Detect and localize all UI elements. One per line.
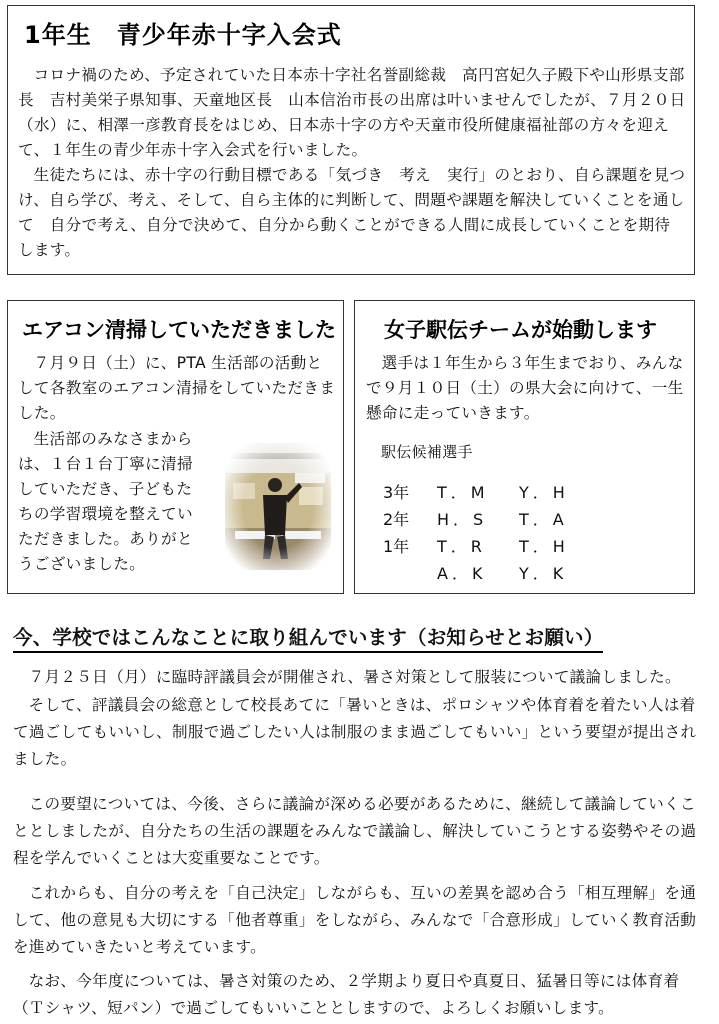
roster-name: Y．K: [519, 564, 568, 583]
roster-name: T．H: [519, 537, 569, 556]
roster-row: [383, 533, 569, 560]
aircon-cleaning-photo: [225, 443, 331, 570]
roster-grade: 2年: [383, 510, 410, 529]
aircon-cleaning-title: エアコン清掃していただきました: [22, 318, 336, 342]
roster-name: T．A: [519, 510, 568, 529]
aircon-cleaning-paragraph-2: [18, 427, 223, 577]
roster-grade: [383, 560, 437, 587]
school-paragraph-4: これからも、自分の考えを「自己決定」しながらも、互いの差異を認め合う「相互理解」を通して、他の意見も大切にする「他者尊重」をしながら、みんなで「合意形成」していく教育活動を進めていきたいと考えています。: [13, 884, 697, 956]
roster-row: [383, 560, 569, 587]
school-paragraph-2: そして、評議員会の総意として校長あてに「暑いときは、ポロシャツや体育着を着たい人は着て過ごしてもいいし、制服で過ごしたい人は制服のまま過ごしてもいい」という要望が提出されました。: [13, 696, 697, 768]
aircon-line: 生活部のみなさまから: [33, 430, 193, 448]
school-paragraph-1: ７月２５日（月）に臨時評議員会が開催され、暑さ対策として服装について議論しました。: [28, 668, 681, 686]
aircon-line: していただき、子どもた: [18, 480, 193, 498]
roster-name: T．M: [437, 483, 489, 502]
ekiden-team-title: 女子駅伝チームが始動します: [384, 318, 657, 342]
aircon-line: ちの学習環境を整えてい: [18, 505, 193, 523]
ekiden-team-paragraph: 選手は１年生から３年生までおり、みんなで９月１０日（土）の県大会に向けて、一生懸命に走っていきます。: [366, 354, 684, 422]
roster-row: [383, 479, 569, 506]
roster-name: A．K: [437, 564, 487, 583]
school-paragraph-3: この要望については、今後、さらに議論が深める必要があるために、継続して議論していくこととしましたが、自分たちの生活の課題をみんなで議論し、解決していこうとする姿勢やその過程を学んでいくことは大変重要なことです。: [13, 795, 697, 867]
roster-row: [383, 506, 569, 533]
aircon-cleaning-paragraph-1: ７月９日（土）に、PTA 生活部の活動として各教室のエアコン清掃をしていただきました。: [18, 354, 336, 422]
roster-grade: 3年: [383, 483, 410, 502]
aircon-line: は、１台１台丁寧に清掃: [18, 455, 193, 473]
aircon-line: ただきました。ありがと: [18, 530, 193, 548]
entry-ceremony-paragraph-1: コロナ禍のため、予定されていた日本赤十字社名誉副総裁 高円宮妃久子殿下や山形県支部長 吉村美栄子県知事、天童地区長 山本信治市長の出席は叶いませんでしたが、７月２０日（水）に、相澤一彦教育長をはじめ、日本赤十字の方や天童市役所健康福祉部の方々を迎えて、１年生の青少年赤十字入会式を行いました。: [18, 66, 686, 159]
aircon-line: うございました。: [18, 555, 146, 573]
roster-name: T．R: [437, 537, 486, 556]
roster-name: Y．H: [519, 483, 569, 502]
school-paragraph-5: なお、今年度については、暑さ対策のため、２学期より夏日や真夏日、猛暑日等には体育着（Ｔシャツ、短パン）で過ごしてもいいこととしますので、よろしくお願いします。: [13, 972, 680, 1017]
school-initiatives-title: 今、学校ではこんなことに取り組んでいます（お知らせとお願い）: [13, 622, 603, 653]
ekiden-roster: [383, 479, 569, 587]
ekiden-roster-label: 駅伝候補選手: [381, 443, 473, 461]
entry-ceremony-paragraph-2: 生徒たちには、赤十字の行動目標である「気づき 考え 実行」のとおり、自ら課題を見つけ、自ら学び、考え、そして、自ら主体的に判断して、問題や課題を解決していくことを通して 自分で考え、自分で決めて、自分から動くことができる人間に成長していくことを期待します。: [18, 166, 686, 259]
roster-grade: 1年: [383, 537, 410, 556]
entry-ceremony-title: 1年生 青少年赤十字入会式: [24, 21, 342, 49]
roster-name: H．S: [437, 510, 488, 529]
